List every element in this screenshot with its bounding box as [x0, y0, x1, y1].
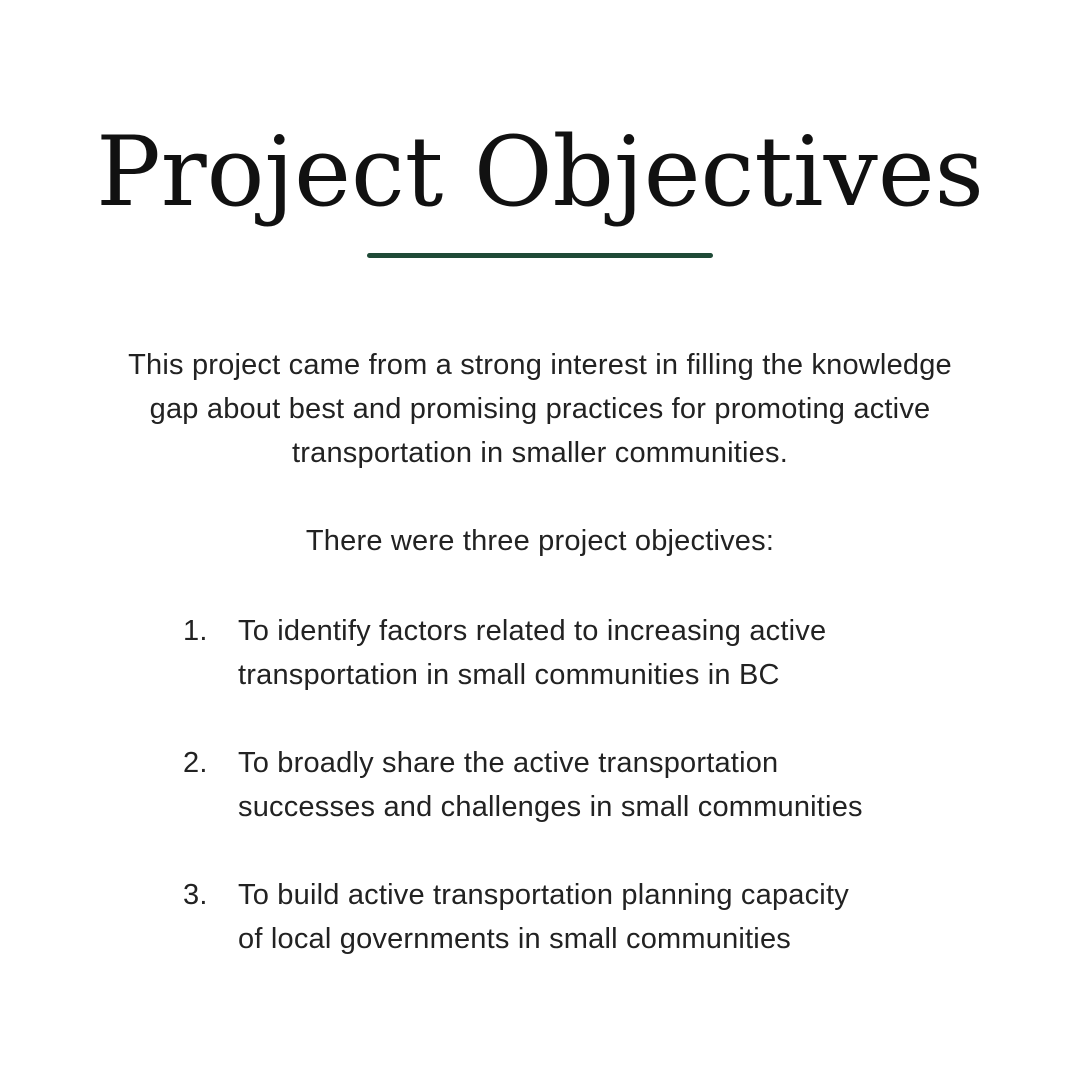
- title-underline: [367, 253, 713, 258]
- list-item: [0, 609, 1080, 697]
- list-item: [0, 741, 1080, 829]
- objectives-list: [0, 609, 1080, 1005]
- list-item-number: 2.: [183, 747, 208, 779]
- page-title: Project Objectives: [96, 116, 984, 228]
- list-item-number: 1.: [183, 615, 208, 647]
- intro-paragraph: This project came from a strong interest in filling the knowledge gap about best and promising practices for promoting active transportation in smaller communities.: [128, 349, 952, 469]
- objectives-lead: There were three project objectives:: [305, 525, 775, 557]
- list-item-text: To build active transportation planning capacity of local governments in small communities: [238, 879, 849, 955]
- list-item-number: 3.: [183, 879, 208, 911]
- list-item-text: To broadly share the active transportation successes and challenges in small communities: [238, 747, 863, 823]
- list-item: [0, 873, 1080, 961]
- list-item-text: To identify factors related to increasing active transportation in small communities in BC: [238, 615, 827, 691]
